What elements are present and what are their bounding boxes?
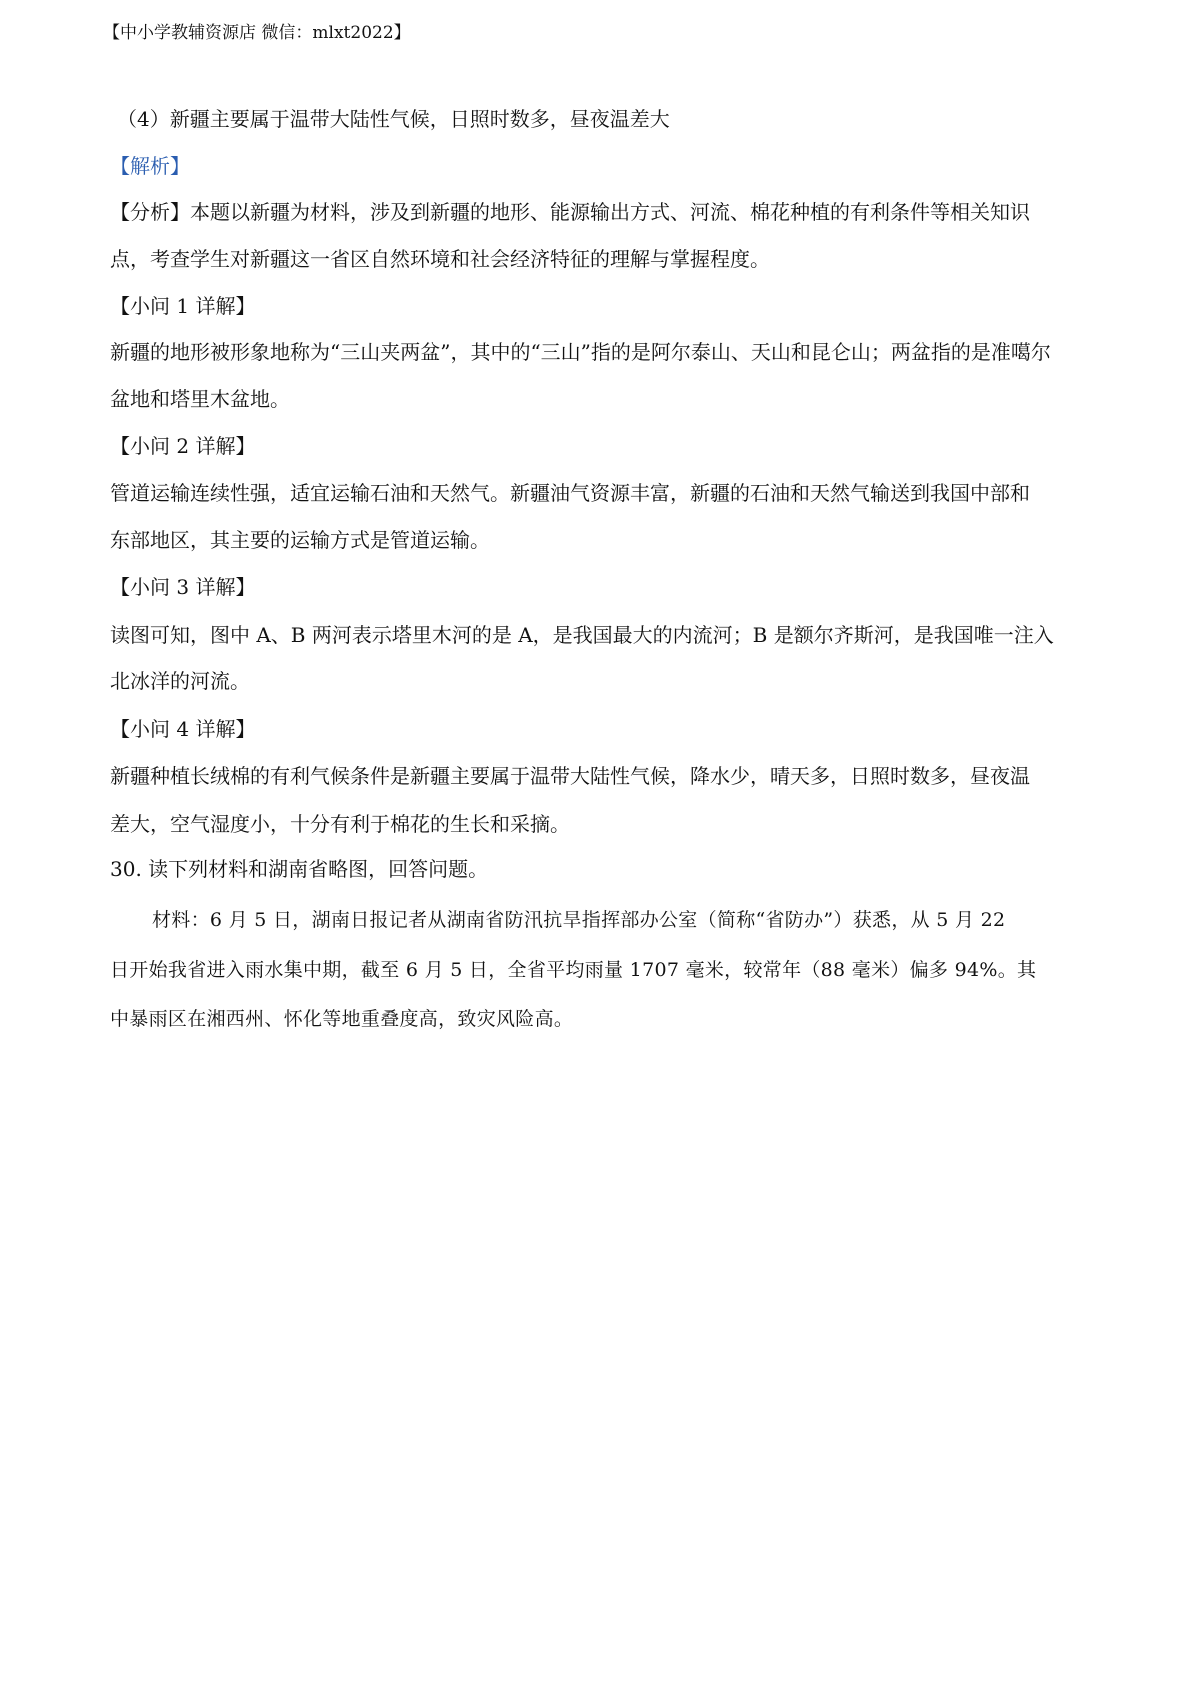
source-header: 【中小学教辅资源店 微信：mlxt2022】 [103,23,411,43]
question-30: 30. 读下列材料和湖南省略图，回答问题。 [110,857,489,881]
q1-line-2: 盆地和塔里木盆地。 [110,387,290,411]
q2-title: 【小问 2 详解】 [110,434,256,458]
q3-line-2: 北冰洋的河流。 [110,669,250,693]
q2-line-2: 东部地区，其主要的运输方式是管道运输。 [110,528,490,552]
q1-line-1: 新疆的地形被形象地称为“三山夹两盆”，其中的“三山”指的是阿尔泰山、天山和昆仑山；两盆指的是准噶尔 [110,340,1051,364]
q3-title: 【小问 3 详解】 [110,575,256,599]
material-line-2: 日开始我省进入雨水集中期，截至 6 月 5 日，全省平均雨量 1707 毫米，较常年（88 毫米）偏多 94%。其 [110,959,1037,981]
q3-line-1: 读图可知，图中 A、B 两河表示塔里木河的是 A，是我国最大的内流河；B 是额尔齐斯河，是我国唯一注入 [110,623,1054,647]
material-line-1: 材料：6 月 5 日，湖南日报记者从湖南省防汛抗旱指挥部办公室（简称“省防办”）获悉，从 5 月 22 [152,909,1006,931]
q4-line-2: 差大，空气湿度小，十分有利于棉花的生长和采摘。 [110,812,570,836]
material-line-3: 中暴雨区在湘西州、怀化等地重叠度高，致灾风险高。 [110,1008,574,1030]
q4-line-1: 新疆种植长绒棉的有利气候条件是新疆主要属于温带大陆性气候，降水少，晴天多，日照时数多，昼夜温 [110,764,1030,788]
analysis-line-2: 点，考查学生对新疆这一省区自然环境和社会经济特征的理解与掌握程度。 [110,247,770,271]
jiexi-label: 【解析】 [110,154,190,178]
answer-4: （4）新疆主要属于温带大陆性气候，日照时数多，昼夜温差大 [117,107,670,131]
q4-title: 【小问 4 详解】 [110,717,256,741]
q1-title: 【小问 1 详解】 [110,294,256,318]
analysis-line-1: 【分析】本题以新疆为材料，涉及到新疆的地形、能源输出方式、河流、棉花种植的有利条件等相关知识 [110,200,1030,224]
q2-line-1: 管道运输连续性强，适宜运输石油和天然气。新疆油气资源丰富，新疆的石油和天然气输送到我国中部和 [110,481,1030,505]
